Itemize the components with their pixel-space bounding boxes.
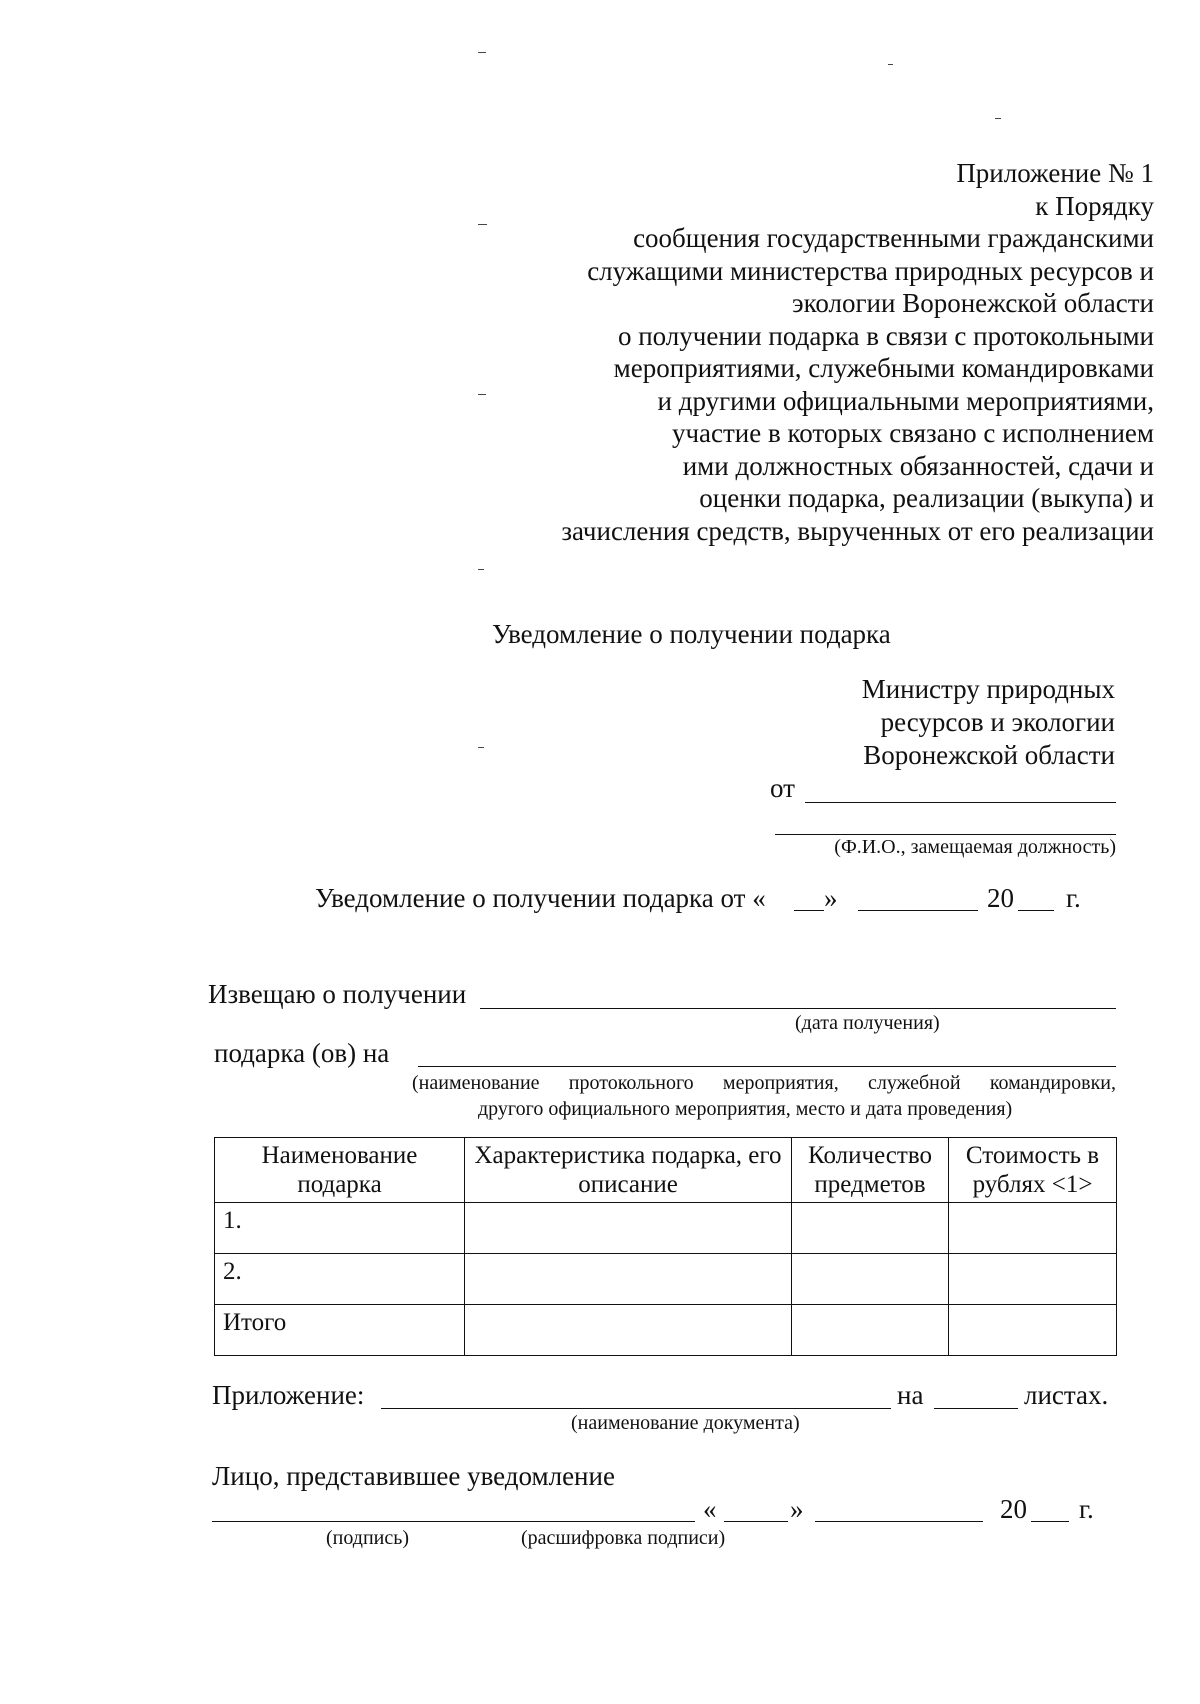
- column-header: Характеристика подарка, его описание: [465, 1138, 792, 1203]
- header-line: участие в которых связано с исполнением: [671, 418, 1154, 448]
- signature-label: Лицо, представившее уведомление: [212, 1461, 615, 1491]
- header-line: экологии Воронежской области: [792, 288, 1154, 318]
- header-line: и другими официальными мероприятиями,: [657, 385, 1154, 416]
- scan-speck: [478, 52, 486, 53]
- column-header: Наименование подарка: [215, 1138, 465, 1203]
- from-field[interactable]: [805, 802, 1116, 803]
- date-caption: (дата получения): [795, 1012, 940, 1034]
- signature-month-field[interactable]: [815, 1521, 983, 1522]
- table-cell[interactable]: [792, 1254, 949, 1305]
- notice-year-prefix: 20: [987, 883, 1014, 913]
- scan-speck: [478, 569, 484, 570]
- attachment-caption: (наименование документа): [571, 1412, 800, 1434]
- signature-field[interactable]: [212, 1521, 695, 1522]
- attachment-sheets: листах.: [1024, 1380, 1109, 1410]
- addressee-line: Министру природных: [861, 674, 1115, 704]
- notice-day-field[interactable]: [794, 910, 824, 911]
- header-line: Приложение № 1: [956, 158, 1154, 188]
- signature-year-prefix: 20: [1000, 1494, 1027, 1524]
- table-cell[interactable]: [949, 1305, 1117, 1356]
- event-caption: (наименование протокольного мероприятия, служебной командировки,: [412, 1072, 1116, 1094]
- notice-quote-close: »: [824, 883, 838, 913]
- table-row: [215, 1203, 1117, 1254]
- notice-year-field[interactable]: [1018, 910, 1054, 911]
- scan-speck: [478, 747, 484, 748]
- sign-caption: (подпись): [326, 1527, 410, 1549]
- event-field[interactable]: [418, 1066, 1116, 1067]
- addressee-line: ресурсов и экологии: [880, 707, 1115, 737]
- column-header: Количество предметов: [792, 1138, 949, 1203]
- header-line: ими должностных обязанностей, сдачи и: [682, 450, 1154, 481]
- gift-table: [214, 1137, 1117, 1356]
- header-line: о получении подарка в связи с протокольными: [617, 320, 1154, 351]
- receipt-date-field[interactable]: [480, 1008, 1116, 1009]
- table-header-row: [215, 1138, 1117, 1203]
- notify-label: Извещаю о получении: [208, 979, 467, 1009]
- attachment-name-field[interactable]: [381, 1408, 891, 1409]
- header-line: оценки подарка, реализации (выкупа) и: [699, 483, 1154, 513]
- table-cell[interactable]: [465, 1254, 792, 1305]
- header-line: к Порядку: [1035, 190, 1154, 221]
- signature-year-field[interactable]: [1031, 1521, 1069, 1522]
- event-caption: другого официального мероприятия, место и дата проведения): [478, 1098, 1013, 1120]
- decode-caption: (расшифровка подписи): [521, 1527, 726, 1549]
- fio-caption: (Ф.И.О., замещаемая должность): [834, 836, 1116, 858]
- table-cell[interactable]: 2.: [215, 1254, 465, 1305]
- table-cell[interactable]: 1.: [215, 1203, 465, 1254]
- scan-speck: [888, 64, 893, 65]
- header-line: мероприятиями, служебными командировками: [613, 353, 1154, 383]
- signature-year-suffix: г.: [1079, 1494, 1094, 1524]
- table-row-total: [215, 1305, 1117, 1356]
- header-line: сообщения государственными гражданскими: [633, 223, 1154, 253]
- column-header: Стоимость в рублях <1>: [949, 1138, 1117, 1203]
- signature-day-field[interactable]: [724, 1521, 788, 1522]
- signature-quote-open: «: [703, 1494, 717, 1524]
- signature-quote-close: »: [790, 1494, 804, 1524]
- table-cell[interactable]: [792, 1305, 949, 1356]
- header-line: зачисления средств, вырученных от его реализации: [561, 515, 1154, 546]
- appendix-header: [454, 157, 1154, 547]
- table-cell[interactable]: [949, 1254, 1117, 1305]
- from-label: от: [770, 773, 795, 803]
- gift-label: подарка (ов) на: [214, 1038, 390, 1068]
- table-cell[interactable]: [949, 1203, 1117, 1254]
- attachment-on: на: [897, 1380, 924, 1410]
- notice-prefix: Уведомление о получении подарка от «: [315, 883, 766, 913]
- addressee-line: Воронежской области: [863, 740, 1115, 770]
- notice-month-field[interactable]: [858, 910, 978, 911]
- table-row: [215, 1254, 1117, 1305]
- table-cell[interactable]: Итого: [215, 1305, 465, 1356]
- form-title: Уведомление о получении подарка: [492, 619, 891, 649]
- table-cell[interactable]: [465, 1305, 792, 1356]
- header-line: служащими министерства природных ресурсов и: [587, 255, 1154, 286]
- sheets-count-field[interactable]: [934, 1408, 1018, 1409]
- table-cell[interactable]: [465, 1203, 792, 1254]
- scan-speck: [995, 118, 1001, 119]
- table-cell[interactable]: [792, 1203, 949, 1254]
- notice-year-suffix: г.: [1066, 883, 1081, 913]
- attachment-label: Приложение:: [212, 1380, 365, 1410]
